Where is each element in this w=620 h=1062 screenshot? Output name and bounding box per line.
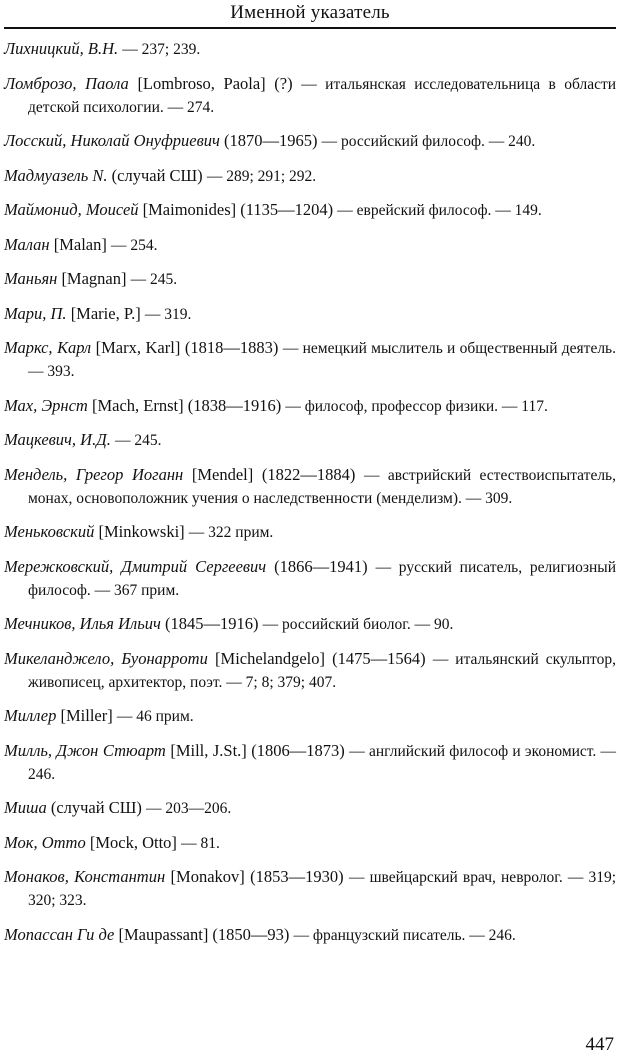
index-entry: [4, 924, 616, 947]
index-entry: [4, 832, 616, 855]
entry-name: Маймонид, Моисей: [4, 200, 139, 219]
entry-description: — 245.: [130, 271, 178, 288]
entry-original: [Mach, Ernst] (1838—1916): [91, 395, 282, 415]
entry-description: — российский биолог. — 90.: [262, 616, 454, 633]
index-entry: [4, 797, 616, 820]
entry-name: Миллер: [4, 706, 57, 725]
index-entry: [4, 130, 616, 153]
entry-description: — еврейский философ. — 149.: [337, 202, 542, 219]
entry-description: — английский философ и экономист. — 246.: [28, 742, 617, 783]
entry-original: [Marx, Karl] (1818—1883): [95, 338, 279, 357]
entry-name: Лосский, Николай Онуфриевич: [4, 131, 220, 150]
entry-name: Мережковский, Дмитрий Сергеевич: [4, 556, 267, 576]
index-entries: [4, 38, 616, 958]
header-rule: [4, 27, 616, 29]
entry-description: — 245.: [114, 432, 162, 449]
entry-description: — итальянский скульптор, живописец, архитектор, поэт. — 7; 8; 379; 407.: [28, 650, 617, 691]
entry-description: — 322 прим.: [188, 524, 274, 541]
index-entry: [4, 521, 616, 544]
entry-name: Лихницкий, В.Н.: [4, 39, 119, 58]
entry-name: Миша: [4, 798, 47, 817]
entry-name: Мах, Эрнст: [4, 395, 88, 415]
entry-description: — итальянская исследовательница в области детской психологии. — 274.: [28, 75, 617, 116]
entry-name: Маньян: [4, 269, 58, 288]
entry-original: [Marie, P.]: [70, 303, 141, 323]
running-head: Именной указатель: [230, 2, 390, 23]
entry-original: [Malan]: [53, 234, 107, 254]
entry-description: — немецкий мыслитель и общественный деятель. — 393.: [28, 340, 616, 380]
entry-name: Мари, П.: [4, 303, 67, 323]
entry-description: — 319.: [144, 305, 192, 323]
entry-original: [Maimonides] (1135—1204): [142, 200, 334, 219]
entry-original: (1866—1941): [274, 556, 368, 576]
entry-description: — 46 прим.: [116, 708, 194, 725]
index-entry: [4, 740, 616, 786]
entry-original: [Mill, J.St.] (1806—1873): [170, 740, 345, 760]
entry-description: — русский писатель, религиозный философ. — 367 прим.: [28, 558, 617, 599]
index-entry: [4, 337, 616, 383]
index-entry: [4, 866, 616, 912]
entry-name: Маркс, Карл: [4, 338, 92, 357]
entry-name: Микеланджело, Буонарроти: [4, 648, 208, 668]
index-entry: [4, 234, 616, 257]
entry-original: (случай СШ): [50, 798, 142, 817]
entry-name: Ломброзо, Паола: [4, 73, 129, 93]
entry-original: (1870—1965): [224, 131, 318, 150]
entry-name: Малан: [4, 234, 50, 254]
entry-description: — 203—206.: [145, 800, 232, 817]
entry-name: Монаков, Константин: [4, 867, 166, 886]
entry-description: — российский философ. — 240.: [321, 133, 536, 150]
index-entry: [4, 464, 616, 510]
entry-original: [Monakov] (1853—1930): [170, 867, 344, 886]
entry-description: — 254.: [111, 236, 158, 254]
entry-original: [Magnan]: [61, 269, 127, 288]
index-entry: [4, 613, 616, 636]
entry-name: Мадмуазель N.: [4, 165, 108, 185]
entry-name: Мечников, Илья Ильич: [4, 614, 161, 633]
entry-original: [Lombroso, Paola] (?): [137, 73, 293, 93]
index-entry: [4, 395, 616, 418]
entry-name: Меньковский: [4, 522, 95, 541]
entry-name: Мацкевич, И.Д.: [4, 430, 111, 449]
entry-description: — швейцарский врач, невролог. — 319; 320; 323.: [28, 869, 617, 909]
index-entry: [4, 199, 616, 222]
index-entry: [4, 38, 616, 61]
entry-name: Мопассан Ги де: [4, 924, 115, 944]
entry-original: [Miller]: [60, 706, 113, 725]
index-entry: [4, 429, 616, 452]
entry-description: — философ, профессор физики. — 117.: [285, 397, 548, 415]
entry-original: [Mock, Otto]: [89, 832, 177, 852]
entry-description: — французский писатель. — 246.: [293, 926, 516, 944]
entry-original: [Minkowski]: [98, 522, 185, 541]
entry-original: [Michelandgelo] (1475—1564): [215, 648, 426, 668]
index-entry: [4, 705, 616, 728]
entry-description: — 289; 291; 292.: [206, 167, 317, 185]
index-entry: [4, 303, 616, 326]
entry-description: — австрийский естествоиспытатель, монах, основоположник учения о наследственности (менделизм). — 309.: [28, 466, 616, 507]
entry-original: [Maupassant] (1850—93): [118, 924, 290, 944]
entry-description: — 237; 239.: [122, 41, 201, 58]
entry-name: Мок, Отто: [4, 832, 86, 852]
index-entry: [4, 73, 616, 119]
entry-original: [Mendel] (1822—1884): [191, 464, 356, 484]
index-entry: [4, 165, 616, 188]
index-entry: [4, 268, 616, 291]
entry-name: Милль, Джон Стюарт: [4, 740, 166, 760]
index-entry: [4, 556, 616, 602]
entry-original: (1845—1916): [164, 614, 259, 633]
entry-description: — 81.: [181, 834, 220, 852]
index-entry: [4, 648, 616, 694]
page-number: 447: [585, 1034, 614, 1055]
entry-original: (случай СШ): [111, 165, 203, 185]
entry-name: Мендель, Грегор Иоганн: [4, 464, 184, 484]
